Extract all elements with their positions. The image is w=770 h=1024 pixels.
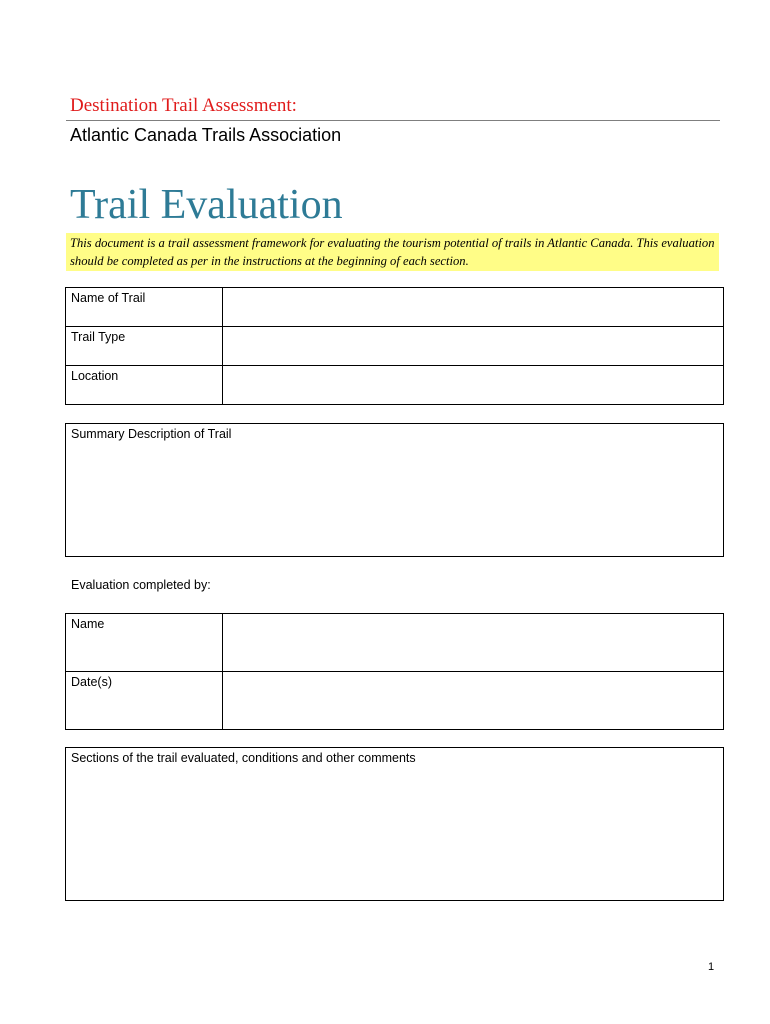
header-subtitle: Atlantic Canada Trails Association	[70, 125, 342, 145]
comments-field[interactable]	[66, 748, 724, 901]
location-field[interactable]	[223, 366, 724, 405]
table-row	[66, 672, 724, 730]
intro-paragraph: This document is a trail assessment framework for evaluating the tourism potential of trails in Atlantic Canada. This evaluation should be completed as per in the instructions at the beginning of each section.	[66, 233, 719, 271]
table-row	[66, 288, 724, 327]
header-divider	[66, 120, 720, 121]
trail-type-field[interactable]	[223, 327, 724, 366]
table-row[interactable]	[66, 748, 724, 901]
table-row	[66, 327, 724, 366]
trail-info-table	[65, 287, 724, 405]
comments-table	[65, 747, 724, 901]
table-row	[66, 614, 724, 672]
comments-label: Sections of the trail evaluated, conditions and other comments	[71, 751, 416, 765]
table-row	[66, 366, 724, 405]
trail-name-label: Name of Trail	[66, 288, 223, 327]
evaluator-name-label: Name	[66, 614, 223, 672]
table-row[interactable]	[66, 424, 724, 557]
evaluator-name-field[interactable]	[223, 614, 724, 672]
evaluator-table	[65, 613, 724, 730]
trail-name-field[interactable]	[223, 288, 724, 327]
dates-field[interactable]	[223, 672, 724, 730]
header-title: Destination Trail Assessment:	[70, 95, 297, 116]
dates-label: Date(s)	[66, 672, 223, 730]
document-title: Trail Evaluation	[70, 182, 343, 228]
summary-table	[65, 423, 724, 557]
summary-description-label: Summary Description of Trail	[71, 427, 232, 441]
evaluation-completed-by-heading: Evaluation completed by:	[71, 578, 211, 592]
location-label: Location	[66, 366, 223, 405]
page-number: 1	[708, 961, 715, 973]
summary-description-field[interactable]	[66, 424, 724, 557]
trail-type-label: Trail Type	[66, 327, 223, 366]
